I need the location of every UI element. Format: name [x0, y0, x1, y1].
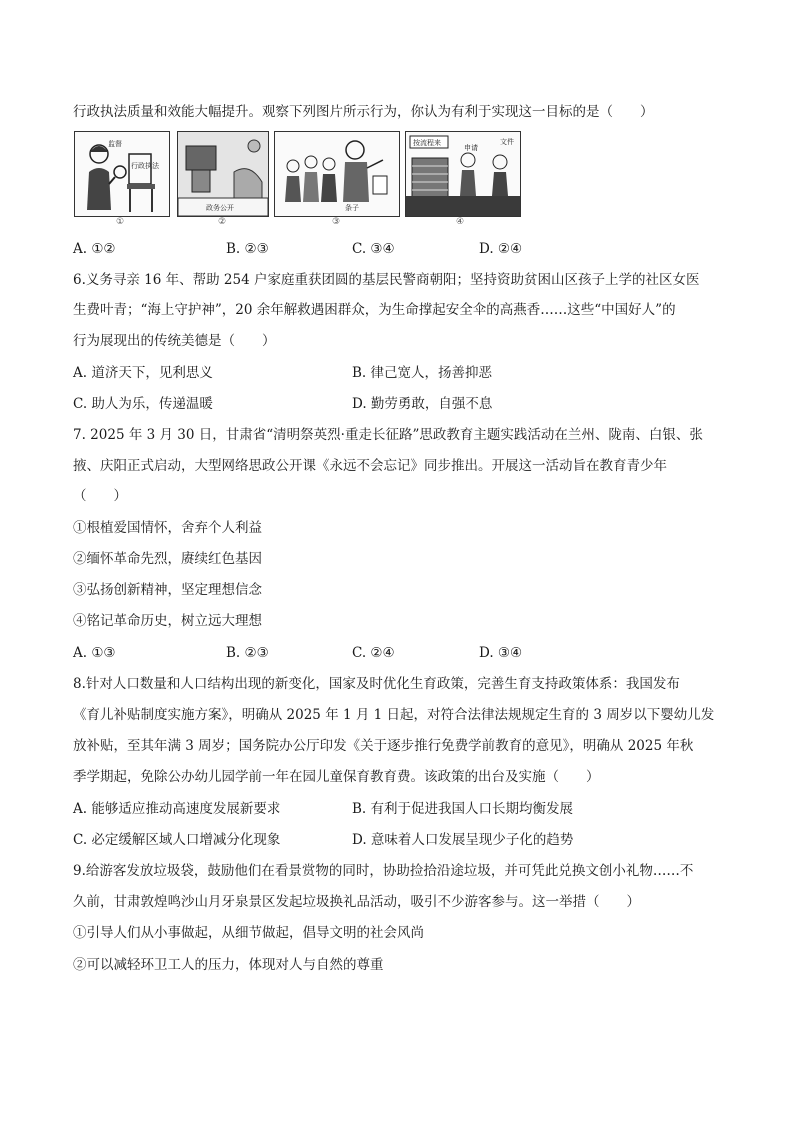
q7-stem-line-1: 7. 2025 年 3 月 30 日，甘肃省“清明祭英烈·重走长征路”思政教育主题实践活动在兰州、陇南、白银、张	[73, 427, 703, 443]
q9-stem-line-2: 久前，甘肃敦煌鸣沙山月牙泉景区发起垃圾换礼品活动，吸引不少游客参与。这一举措（ ）	[73, 894, 640, 910]
q5-option-c[interactable]: C. ③④	[352, 241, 395, 257]
q5-picture-strip	[74, 131, 520, 231]
q5-option-b[interactable]: B. ②③	[226, 241, 269, 257]
q5-pic4-label-2: 申请	[464, 144, 478, 152]
q5-pic1-label-1: 监督	[108, 140, 122, 148]
q5-picture-4	[405, 131, 521, 217]
q7-stem-line-2: 掖、庆阳正式启动，大型网络思政公开课《永远不会忘记》同步推出。开展这一活动旨在教育青少年	[73, 458, 667, 474]
q8-stem-line-3: 放补贴，至其年满 3 周岁；国务院办公厅印发《关于逐步推行免费学前教育的意见》，明确从 2025 年秋	[73, 738, 694, 754]
q5-pic3-label: 条子	[345, 204, 359, 212]
q7-item-4: ④铭记革命历史，树立远大理想	[73, 613, 262, 629]
q5-pic1-caption: ①	[116, 217, 125, 227]
procedure-illustration	[406, 132, 520, 216]
q5-pic2-caption: ②	[218, 217, 227, 227]
q7-item-3: ③弘扬创新精神，坚定理想信念	[73, 582, 262, 598]
q8-option-a[interactable]: A. 能够适应推动高速度发展新要求	[73, 801, 281, 817]
q7-option-a[interactable]: A. ①③	[73, 645, 116, 661]
q6-stem-line-2: 生费叶青；“海上守护神”，20 余年解救遇困群众，为生命撑起安全伞的高燕香……这些“中国好人”的	[73, 302, 676, 318]
q5-pic2-label: 政务公开	[206, 204, 234, 212]
q6-option-c[interactable]: C. 助人为乐，传递温暖	[73, 396, 213, 412]
q7-option-b[interactable]: B. ②③	[226, 645, 269, 661]
q5-pic4-label-3: 文件	[500, 138, 514, 146]
q5-pic1-label-2: 行政执法	[131, 162, 159, 170]
q8-stem-line-4: 季学期起，免除公办幼儿园学前一年在园儿童保育教育费。该政策的出台及实施（ ）	[73, 769, 600, 785]
q9-item-1: ①引导人们从小事做起，从细节做起，倡导文明的社会风尚	[73, 925, 424, 941]
q7-item-2: ②缅怀革命先烈，赓续红色基因	[73, 551, 262, 567]
crowd-illustration	[275, 132, 399, 216]
open-government-illustration	[178, 132, 268, 216]
q8-stem-line-1: 8.针对人口数量和人口结构出现的新变化，国家及时优化生育政策，完善生育支持政策体系：我国发布	[73, 676, 680, 692]
q7-option-c[interactable]: C. ②④	[352, 645, 395, 661]
q5-stem: 行政执法质量和效能大幅提升。观察下列图片所示行为，你认为有利于实现这一目标的是（ ）	[73, 104, 654, 120]
q7-item-1: ①根植爱国情怀，舍弃个人利益	[73, 520, 262, 536]
q8-option-c[interactable]: C. 必定缓解区域人口增减分化现象	[73, 832, 281, 848]
q5-pic4-label-1: 按流程来	[413, 139, 441, 147]
q5-option-a[interactable]: A. ①②	[73, 241, 116, 257]
q5-picture-3	[274, 131, 400, 217]
q6-option-a[interactable]: A. 道济天下，见利思义	[73, 365, 213, 381]
q5-pic3-caption: ③	[332, 217, 341, 227]
q5-picture-2	[177, 131, 269, 217]
q9-stem-line-1: 9.给游客发放垃圾袋，鼓励他们在看景赏物的同时，协助捡拾沿途垃圾，并可凭此兑换文创小礼物……不	[73, 863, 694, 879]
supervision-illustration	[75, 132, 169, 216]
q7-stem-line-3: （ ）	[73, 488, 127, 504]
q5-picture-1	[74, 131, 170, 217]
q8-option-d[interactable]: D. 意味着人口发展呈现少子化的趋势	[352, 832, 574, 848]
q5-pic4-caption: ④	[456, 217, 465, 227]
q6-option-b[interactable]: B. 律己宽人，扬善抑恶	[352, 365, 493, 381]
q7-option-d[interactable]: D. ③④	[479, 645, 523, 661]
q9-item-2: ②可以减轻环卫工人的压力，体现对人与自然的尊重	[73, 957, 384, 973]
q8-option-b[interactable]: B. 有利于促进我国人口长期均衡发展	[352, 801, 574, 817]
q8-stem-line-2: 《育儿补贴制度实施方案》，明确从 2025 年 1 月 1 日起，对符合法律法规规定生育的 3 周岁以下婴幼儿发	[73, 707, 715, 723]
q5-option-d[interactable]: D. ②④	[479, 241, 523, 257]
q6-option-d[interactable]: D. 勤劳勇敢，自强不息	[352, 396, 493, 412]
q6-stem-line-3: 行为展现出的传统美德是（ ）	[73, 333, 276, 349]
q6-stem-line-1: 6.义务寻亲 16 年、帮助 254 户家庭重获团圆的基层民警商朝阳；坚持资助贫困山区孩子上学的社区女医	[73, 272, 700, 288]
